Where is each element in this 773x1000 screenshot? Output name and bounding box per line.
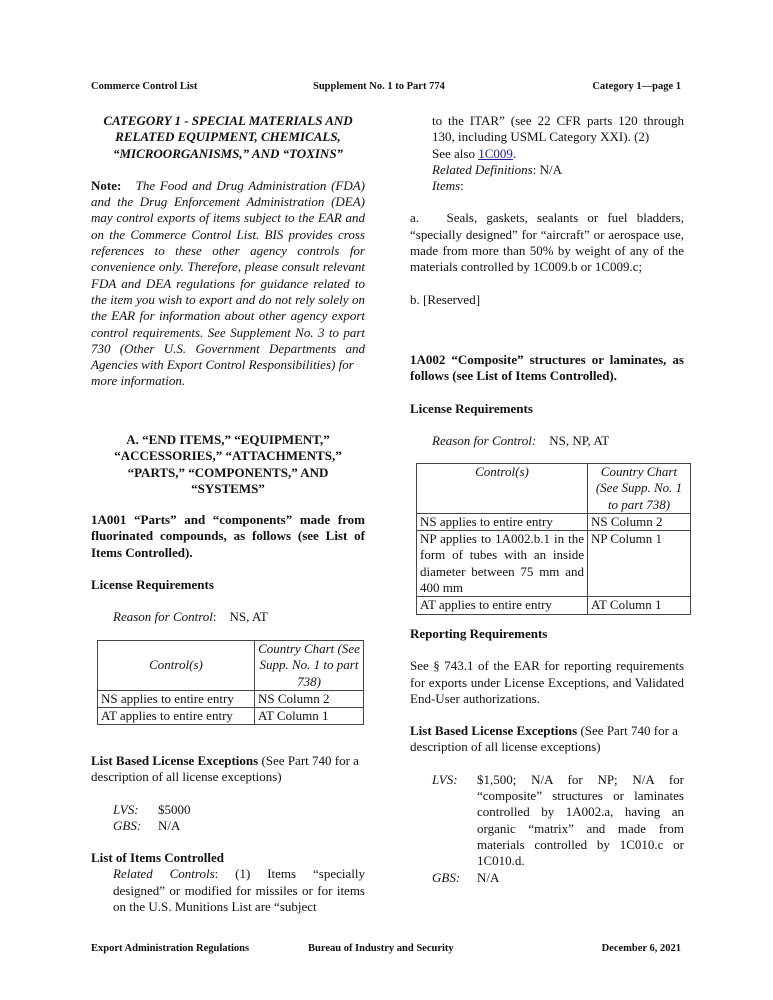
- table-cell-chart: NP Column 1: [588, 531, 691, 597]
- items-label-text: Items: [432, 178, 461, 194]
- table-cell-control: NS applies to entire entry: [417, 513, 588, 530]
- license-exception-list: [91, 802, 365, 835]
- reason-for-control-value: NS, NP, AT: [549, 432, 610, 448]
- license-requirements-heading: License Requirements: [91, 576, 214, 592]
- note-paragraph: [91, 178, 365, 374]
- item-a: a. Seals, gaskets, sealants or fuel bladders, “specially designed” for “aircraft” or aerospace use, made from more than 50% by weight of any of the materials controlled by 1C009.b or 1C009.c;: [410, 210, 684, 275]
- table-cell-control: AT applies to entire entry: [417, 597, 588, 614]
- table-header-country-chart: Country Chart (See Supp. No. 1 to part 738): [588, 464, 691, 514]
- left-column: [91, 113, 365, 390]
- reason-for-control: Reason for Control: NS, AT: [113, 609, 268, 625]
- table-cell-chart: AT Column 1: [255, 708, 364, 725]
- license-requirements-heading: License Requirements: [410, 400, 533, 416]
- note-label-text: Note: [91, 177, 117, 193]
- reporting-section: [410, 626, 684, 886]
- lble-text: (See Part 740 for a description of all license exceptions): [410, 723, 678, 755]
- table-row: [98, 690, 364, 707]
- lble-heading: List Based License Exceptions: [410, 723, 578, 739]
- footer-center: Bureau of Industry and Security: [308, 943, 454, 954]
- lvs-value: $5000: [158, 801, 191, 817]
- lvs-row: [113, 802, 365, 818]
- category-title-line: RELATED EQUIPMENT, CHEMICALS,: [115, 129, 341, 145]
- items-colon: :: [460, 178, 464, 194]
- section-title-line: “ACCESSORIES,” “ATTACHMENTS,”: [114, 448, 342, 464]
- related-definitions: [410, 162, 684, 178]
- link-1c009[interactable]: 1C009: [478, 145, 513, 161]
- related-controls: [91, 866, 365, 915]
- gbs-row: [432, 870, 684, 886]
- items-controlled-heading: List of Items Controlled: [91, 850, 225, 866]
- entry-1a002: [410, 352, 684, 449]
- table-cell-chart: NS Column 2: [588, 513, 691, 530]
- table-header-row: [417, 464, 691, 514]
- table-row: [98, 708, 364, 725]
- item-b: b. [Reserved]: [410, 291, 481, 307]
- right-column: [410, 113, 684, 308]
- gbs-label: GBS:: [113, 817, 142, 833]
- table-row: [417, 513, 691, 530]
- reason-for-control: [410, 433, 684, 449]
- note-text: The Food and Drug Administration (FDA) and the Drug Enforcement Administration (DEA) may control exports of items subject to the EAR and on the Commerce Control List. BIS provides cross references to these other agency controls for convenience only. Therefore, please consult relevant FDA and DEA regulations for guidance related to the item you wish to export and do not rely solely on the EAR for information about other agency export control requirements. See Supplement No. 3 to part 730 (Other U.S. Government Departments and Agencies with Export Control Responsibilities) for: [91, 177, 366, 373]
- header-left: Commerce Control List: [91, 81, 198, 92]
- lvs-label: LVS:: [432, 771, 458, 787]
- table-cell-control: AT applies to entire entry: [98, 708, 255, 725]
- table-cell-control: NP applies to 1A002.b.1 in the form of tubes with an inside diameter between 75 mm and 400 mm: [417, 531, 588, 597]
- header-center: Supplement No. 1 to Part 774: [313, 81, 445, 92]
- table-header-controls: Control(s): [98, 641, 255, 691]
- license-table-1a001: [97, 640, 364, 725]
- table-cell-control: NS applies to entire entry: [98, 690, 255, 707]
- see-also-suffix: .: [512, 145, 517, 161]
- category-title: [91, 113, 365, 162]
- reason-for-control-value: NS, AT: [229, 609, 268, 625]
- section-title-line: “PARTS,” “COMPONENTS,” AND: [127, 464, 329, 480]
- gbs-value: N/A: [477, 869, 500, 885]
- lvs-value: $1,500; N/A for NP; N/A for “composite” structures or laminates controlled by 1A002.a, having an organic “matrix” and made from materials controlled by 1C010.c or 1C010.d.: [477, 771, 684, 869]
- related-definitions-label: Related Definitions: [432, 161, 533, 177]
- table-row: [417, 597, 691, 614]
- gbs-value: N/A: [158, 817, 181, 833]
- reporting-heading: Reporting Requirements: [410, 626, 548, 641]
- lble-1a001: [91, 753, 365, 915]
- category-title-line: “MICROORGANISMS,” AND “TOXINS”: [112, 145, 344, 161]
- category-title-line: CATEGORY 1 - SPECIAL MATERIALS AND: [103, 113, 353, 128]
- table-header-country-chart: Country Chart (See Supp. No. 1 to part 738): [255, 641, 364, 691]
- footer-right: December 6, 2021: [601, 943, 681, 954]
- license-exception-list: [410, 772, 684, 886]
- lble-heading: List Based License Exceptions: [91, 753, 259, 768]
- reason-for-control-label: Reason for Control:: [432, 432, 537, 448]
- note-tail: more information.: [91, 373, 186, 389]
- section-title-line: A. “END ITEMS,” “EQUIPMENT,”: [126, 432, 330, 447]
- table-cell-chart: AT Column 1: [588, 597, 691, 614]
- section-title-line: “SYSTEMS”: [191, 480, 265, 496]
- section-title: [91, 432, 365, 497]
- entry-1a001: [91, 512, 365, 625]
- items-label: [410, 178, 684, 194]
- table-cell-chart: NS Column 2: [255, 690, 364, 707]
- entry-heading-1a002: 1A002 “Composite” structures or laminates, as follows (see List of Items Controlled).: [410, 352, 684, 384]
- reason-for-control-label: Reason for Control: [113, 609, 213, 625]
- note-label: [91, 178, 121, 193]
- entry-heading-1a001: 1A001 “Parts” and “components” made from fluorinated compounds, as follows (see List of Items Controlled).: [91, 512, 365, 560]
- table-header-controls: Control(s): [417, 464, 588, 514]
- related-controls-label: Related Controls: [113, 866, 215, 882]
- related-controls-continued: to the ITAR” (see 22 CFR parts 120 through 130, including USML Category XXI). (2): [432, 113, 684, 145]
- reporting-text: See § 743.1 of the EAR for reporting requirements for exports under License Exceptions, and Validated End-User authorizations.: [410, 658, 684, 706]
- related-controls-text: : (1) Items “specially designed” or modified for missiles or for items on the U.S. Munitions List are “subject: [113, 866, 365, 915]
- gbs-row: [113, 818, 365, 834]
- lvs-row: [432, 772, 684, 870]
- note-colon: :: [117, 177, 122, 193]
- related-definitions-value: : N/A: [532, 161, 562, 177]
- see-also-prefix: See also: [432, 145, 479, 161]
- table-header-row: [98, 641, 364, 691]
- see-also: [410, 146, 684, 162]
- header-right: Category 1—page 1: [592, 81, 681, 92]
- lble-paragraph: [91, 753, 365, 786]
- table-row: [417, 531, 691, 597]
- lble-paragraph: [410, 723, 684, 756]
- footer-left: Export Administration Regulations: [91, 943, 250, 954]
- lvs-label: LVS:: [113, 801, 139, 817]
- license-table-1a002: [416, 463, 691, 615]
- gbs-label: GBS:: [432, 869, 461, 885]
- lble-text: (See Part 740 for a description of all license exceptions): [91, 753, 359, 785]
